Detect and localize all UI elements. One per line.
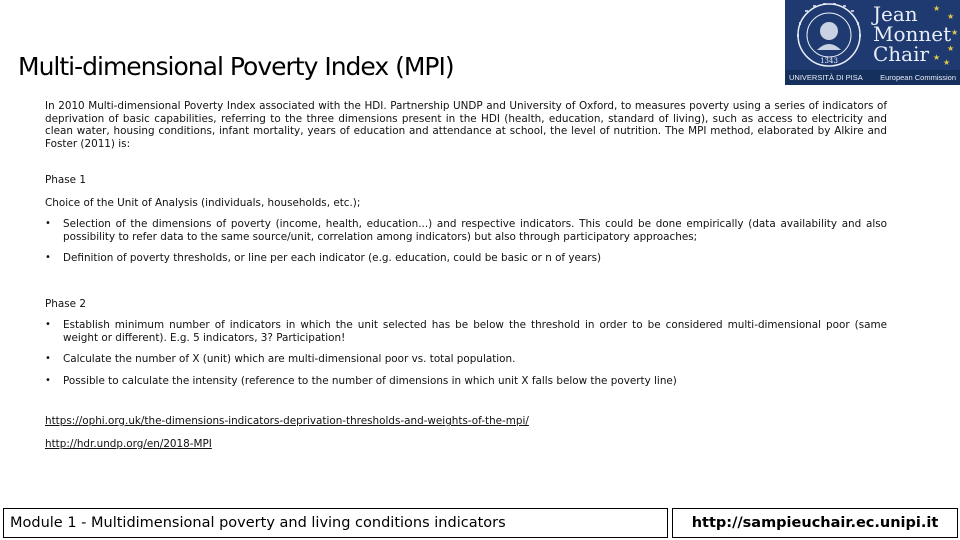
phase-1-lead: Choice of the Unit of Analysis (individuals, households, etc.); <box>45 196 361 209</box>
list-item: • Calculate the number of X (unit) which are multi-dimensional poor vs. total population. <box>45 353 887 366</box>
seal-year: 1343 <box>820 57 838 65</box>
phase-1-list <box>45 218 887 265</box>
list-item: • Definition of poverty thresholds, or line per each indicator (e.g. education, could be basic or n of years) <box>45 252 887 265</box>
list-item: • Possible to calculate the intensity (reference to the number of dimensions in which unit X falls below the poverty line) <box>45 375 887 388</box>
university-seal-icon <box>789 2 869 68</box>
svg-text:★: ★ <box>933 53 941 62</box>
slide-body <box>45 100 887 450</box>
site-url-footer[interactable]: http://sampieuchair.ec.unipi.it <box>672 508 958 538</box>
svg-text:★: ★ <box>951 28 959 37</box>
jean-monnet-chair-logo <box>785 0 960 85</box>
logo-line-chair: Chair <box>873 42 930 66</box>
list-item: • Selection of the dimensions of poverty (income, health, education...) and respective indicators. This could be done empirically (data availability and also possibility to refer data to the same source/unit, correlation among indicators) but also through participatory approaches; <box>45 218 887 243</box>
logo-line-jean: Jean <box>873 2 918 26</box>
module-footer: Module 1 - Multidimensional poverty and living conditions indicators <box>3 508 668 538</box>
ophi-link[interactable]: https://ophi.org.uk/the-dimensions-indicators-deprivation-thresholds-and-weights-of-the-mpi/ <box>45 415 529 427</box>
eu-stars-icon <box>903 2 959 68</box>
svg-text:★: ★ <box>933 4 941 13</box>
undp-link[interactable]: http://hdr.undp.org/en/2018-MPI <box>45 437 212 450</box>
reference-links <box>45 415 887 450</box>
svg-text:★: ★ <box>947 44 955 53</box>
list-item: • Establish minimum number of indicators in which the unit selected has be below the threshold in order to be considered multi-dimensional poor (same weight or different). E.g. 5 indicators, 3? Participation! <box>45 319 887 344</box>
phase-2-list <box>45 319 887 387</box>
svg-text:★: ★ <box>947 12 955 21</box>
phase-1-title: Phase 1 <box>45 174 86 186</box>
university-name: UNIVERSITÀ DI PISA <box>789 73 863 82</box>
svg-text:★: ★ <box>943 58 951 67</box>
commission-name: European Commission <box>880 73 956 82</box>
logo-footer <box>785 70 960 85</box>
slide-title: Multi-dimensional Poverty Index (MPI) <box>18 52 454 81</box>
logo-line-monnet: Monnet <box>873 22 952 46</box>
intro-paragraph: In 2010 Multi-dimensional Poverty Index associated with the HDI. Partnership UNDP and University of Oxford, to measures poverty using a series of indicators of deprivation of basic capabilities, referring to the three dimensions present in the HDI (health, education, standard of living), such as access to electricity and clean water, housing conditions, infant mortality, years of education and attendance at school, the level of nutrition. The MPI method, elaborated by Alkire and Foster (2011) is: <box>45 100 887 150</box>
phase-2-title: Phase 2 <box>45 297 86 310</box>
